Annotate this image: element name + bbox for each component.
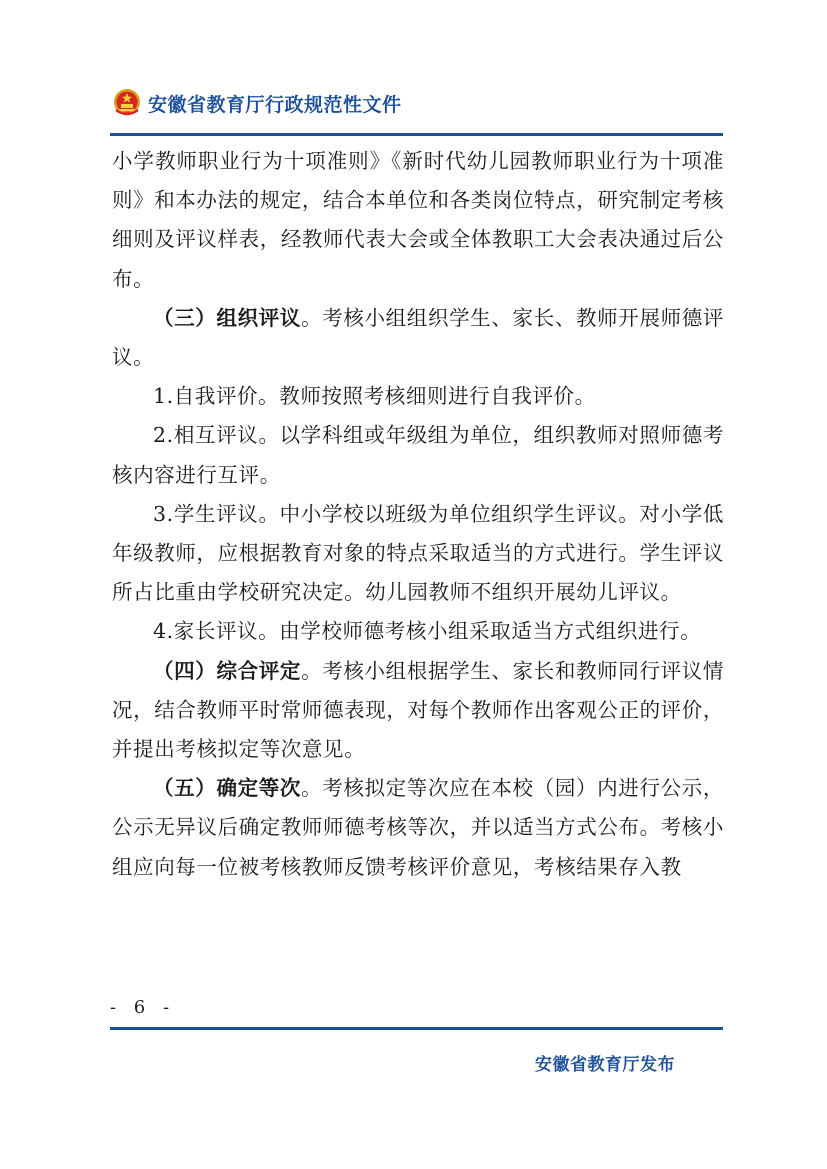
header-title: 安徽省教育厅行政规范性文件	[148, 93, 402, 116]
paragraph: 3.学生评议。中小学校以班级为单位组织学生评议。对小学低年级教师，应根据教育对象的特点采取适当的方式进行。学生评议所占比重由学校研究决定。幼儿园教师不组织开展幼儿评议。	[112, 501, 724, 605]
paragraph: 4.家长评议。由学校师德考核小组采取适当方式组织进行。	[153, 619, 702, 644]
paragraph: （三）组织评议。考核小组组织学生、家长、教师开展师德评议。	[112, 305, 725, 370]
paragraph: 1.自我评价。教师按照考核细则进行自我评价。	[153, 384, 596, 409]
footer-divider	[110, 1027, 723, 1030]
national-emblem-icon	[112, 88, 142, 118]
publisher-label: 安徽省教育厅发布	[535, 1055, 675, 1075]
document-header	[112, 88, 402, 118]
section-heading: （五）确定等次	[153, 776, 302, 801]
paragraph: 2.相互评议。以学科组或年级组为单位，组织教师对照师德考核内容进行互评。	[112, 423, 724, 487]
page-number: - 6 -	[110, 997, 176, 1018]
section-heading: （三）组织评议	[153, 305, 302, 330]
section-heading: （四）综合评定	[153, 658, 302, 683]
header-divider	[110, 133, 723, 136]
paragraph: （五）确定等次。考核拟定等次应在本校（园）内进行公示，公示无异议后确定教师师德考核等次，并以适当方式公布。考核小组应向每一位被考核教师反馈考核评价意见，考核结果存入教	[112, 776, 725, 879]
paragraph: 小学教师职业行为十项准则》《新时代幼儿园教师职业行为十项准则》和本办法的规定，结合本单位和各类岗位特点，研究制定考核细则及评议样表，经教师代表大会或全体教职工大会表决通过后公布。	[112, 149, 724, 291]
paragraph: （四）综合评定。考核小组根据学生、家长和教师同行评议情况，结合教师平时常师德表现，对每个教师作出客观公正的评价，并提出考核拟定等次意见。	[112, 658, 725, 762]
document-body	[112, 142, 724, 887]
